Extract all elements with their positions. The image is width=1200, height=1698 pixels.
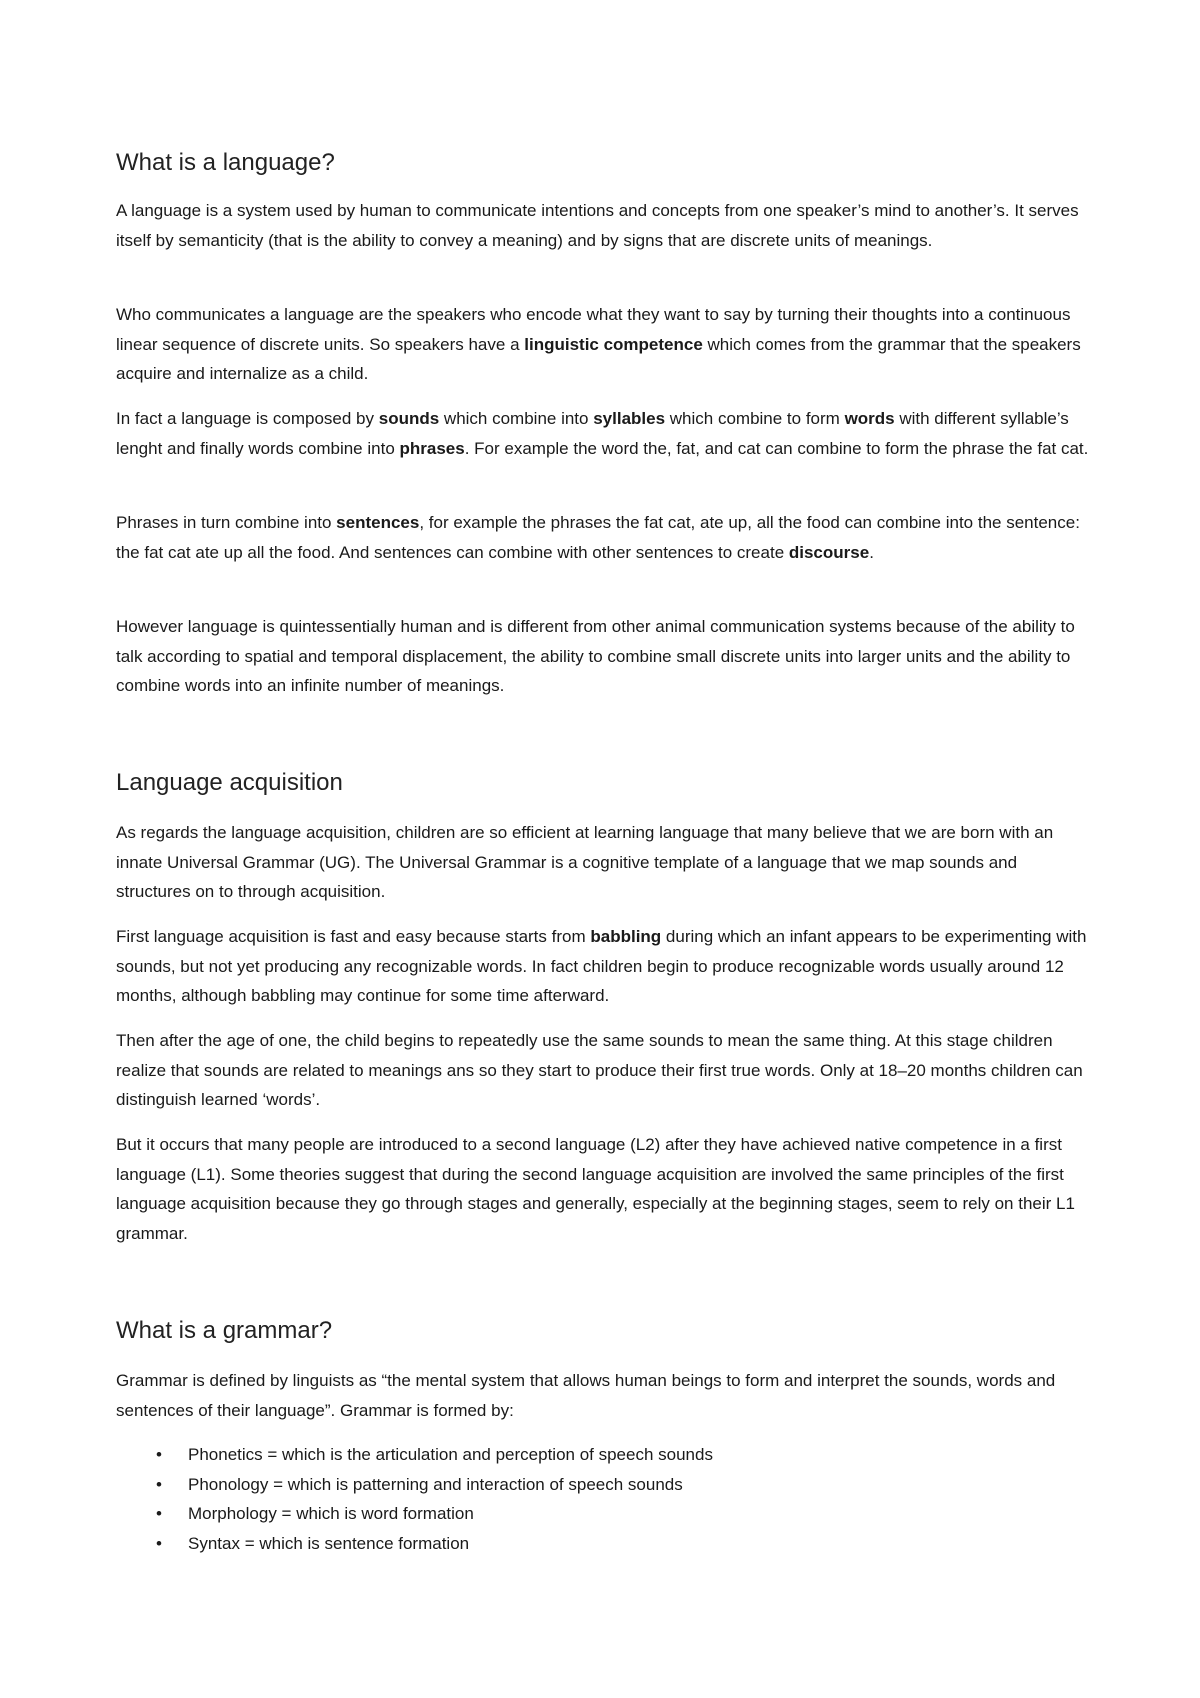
paragraph-grammar-definition: Grammar is defined by linguists as “the mental system that allows human beings to form and interpret the sounds, words and sentences of their language”. Grammar is formed by: [116, 1371, 1056, 1420]
paragraph-human-language: However language is quintessentially human and is different from other animal communication systems because of the ability to talk according to spatial and temporal displacement, the ability to combine small discrete units into larger units and the ability to combine words into an infinite number of meanings. [116, 617, 1075, 695]
bullet-icon: • [156, 1474, 162, 1494]
list-item [116, 1470, 713, 1500]
paragraph-composition [116, 404, 1096, 463]
text-run: with different syllable’s lenght and finally words combine into [116, 409, 1069, 458]
list-item [116, 1440, 713, 1470]
list-item-text: Phonology = which is patterning and interaction of speech sounds [188, 1474, 683, 1494]
list-item-text: Morphology = which is word formation [188, 1504, 474, 1523]
text-run: In fact a language is composed by [116, 409, 379, 428]
text-run: First language acquisition is fast and easy because starts from [116, 927, 591, 946]
text-run: during which an infant appears to be experimenting with sounds, but not yet producing any recognizable words. In fact children begin to produce recognizable words usually around 12 months, although babbling may continue for some time afterward. [116, 927, 1087, 1005]
list-item-text: Syntax = which is sentence formation [188, 1533, 470, 1553]
list-item-text: Phonetics = which is the articulation and perception of speech sounds [188, 1445, 713, 1464]
text-run: which combine to form [665, 409, 845, 428]
paragraph-universal-grammar: As regards the language acquisition, children are so efficient at learning language that many believe that we are born with an innate Universal Grammar (UG). The Universal Grammar is a cognitive template of a language that we map sounds and structures on to through acquisition. [116, 823, 1054, 901]
bullet-icon: • [156, 1445, 162, 1464]
heading-what-is-language: What is a language? [116, 149, 335, 176]
bullet-icon: • [156, 1533, 162, 1553]
grammar-components-list [116, 1440, 713, 1558]
heading-language-acquisition: Language acquisition [116, 769, 343, 796]
paragraph-language-definition: A language is a system used by human to communicate intentions and concepts from one speaker’s mind to another’s. It serves itself by semanticity (that is the ability to convey a meaning) and by signs that are discrete units of meanings. [116, 201, 1079, 250]
bold-term-babbling: babbling [590, 927, 662, 946]
bullet-icon: • [156, 1504, 162, 1523]
text-run: which comes from the grammar that the speakers acquire and internalize as a child. [116, 334, 1081, 383]
bold-term-words: words [844, 409, 895, 428]
paragraph-after-age-one: Then after the age of one, the child begins to repeatedly use the same sounds to mean the same thing. At this stage children realize that sounds are related to meanings ans so they start to produce their first true words. Only at 18–20 months children can distinguish learned ‘words’. [116, 1031, 1083, 1109]
text-run: Phrases in turn combine into [116, 513, 337, 532]
bold-term-syllables: syllables [593, 409, 666, 428]
list-item [116, 1529, 713, 1559]
text-run: . [869, 542, 874, 562]
list-item [116, 1499, 713, 1529]
paragraph-speakers [116, 300, 1096, 389]
bold-term-linguistic-competence: linguistic competence [524, 334, 703, 354]
bold-term-phrases: phrases [399, 438, 465, 458]
text-run: which combine into [439, 409, 594, 428]
bold-term-discourse: discourse [788, 542, 870, 562]
heading-what-is-grammar: What is a grammar? [116, 1317, 333, 1344]
bold-term-sentences: sentences [336, 513, 420, 532]
bold-term-sounds: sounds [378, 409, 440, 428]
text-run: , for example the phrases the fat cat, ate up, all the food can combine into the sentence: the fat cat ate up all the food. And sentences can combine with other sentences to create [116, 513, 1080, 562]
paragraph-second-language: But it occurs that many people are introduced to a second language (L2) after they have achieved native competence in a first language (L1). Some theories suggest that during the second language acquisition are involved the same principles of the first language acquisition because they go through stages and generally, especially at the beginning stages, seem to rely on their L1 grammar. [116, 1135, 1075, 1243]
paragraph-phrases [116, 508, 1096, 567]
text-run: . For example the word the, fat, and cat can combine to form the phrase the fat cat. [464, 438, 1089, 458]
paragraph-first-acquisition [116, 922, 1096, 1011]
text-run: Who communicates a language are the speakers who encode what they want to say by turning their thoughts into a continuous linear sequence of discrete units. So speakers have a [116, 305, 1071, 354]
